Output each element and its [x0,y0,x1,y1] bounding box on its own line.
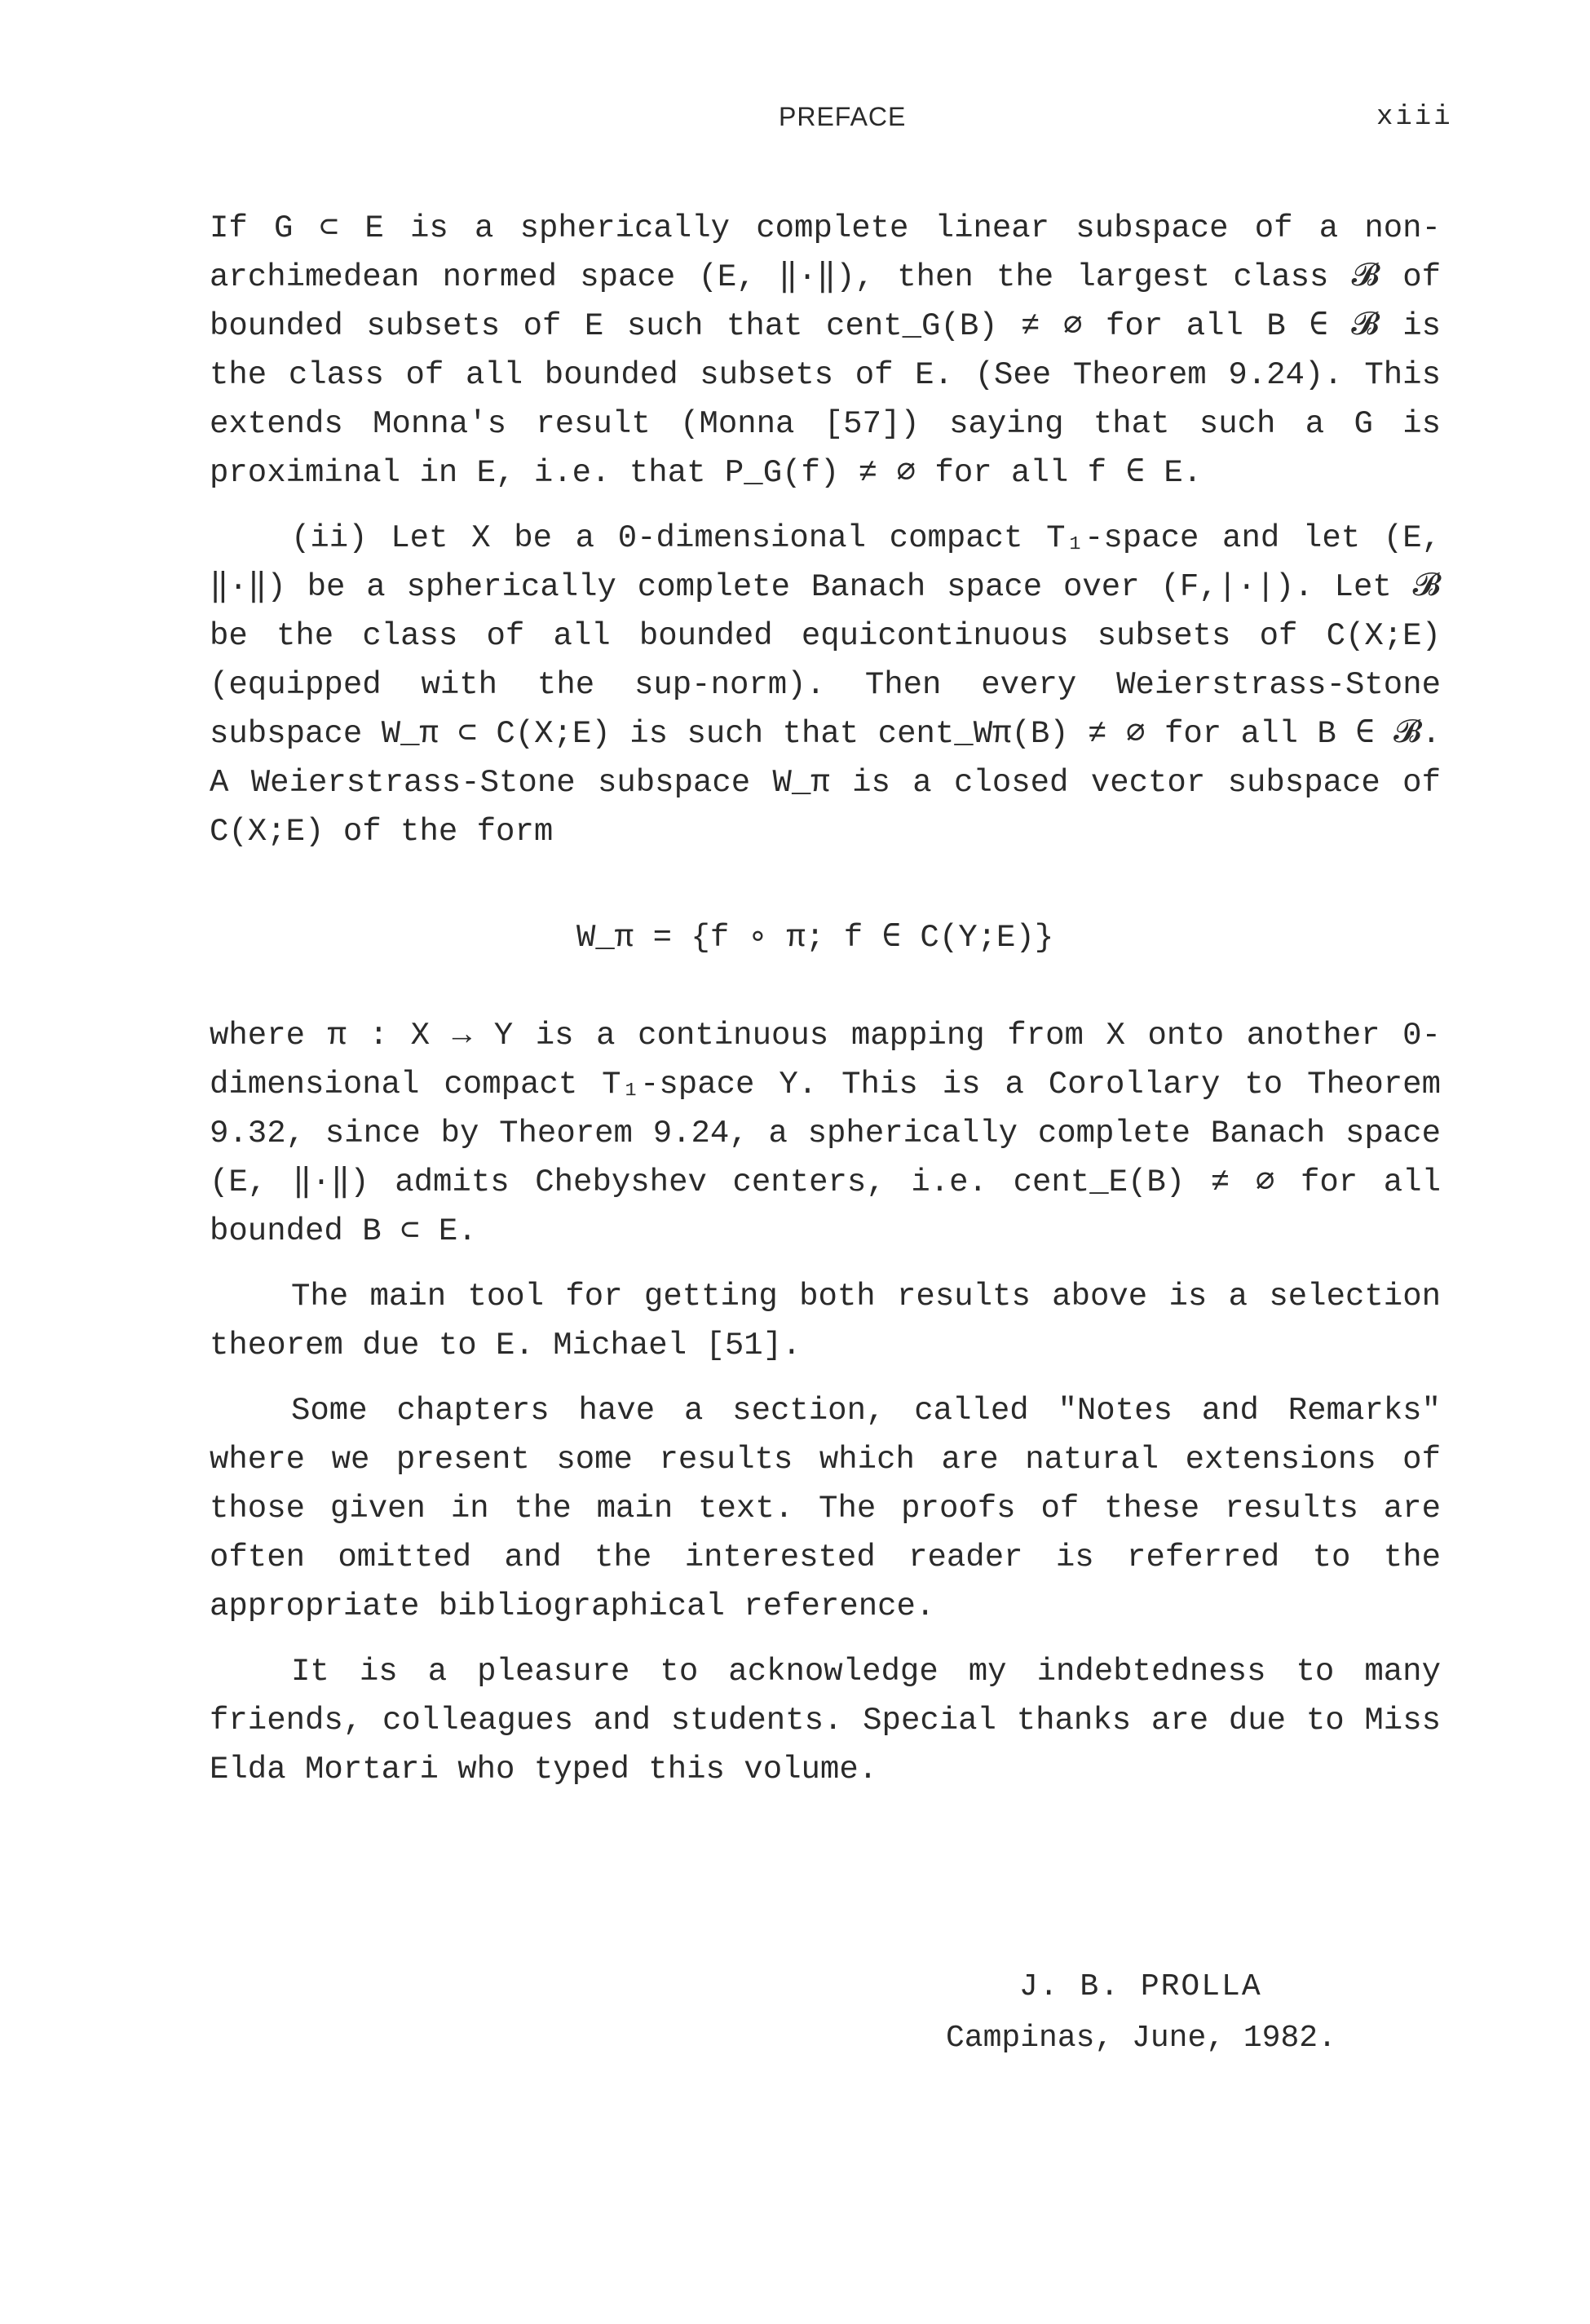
page-number: xiii [1376,102,1453,133]
running-head: PREFACE [779,102,907,131]
display-equation: W_π = {f ∘ π; f ∈ C(Y;E)} [576,920,1054,956]
place-date: Campinas, June, 1982. [946,2021,1336,2056]
preface-body [210,204,1441,1794]
author-name: J. B. PROLLA [1019,1969,1262,2004]
paragraph-1: If G ⊂ E is a spherically complete linear subspace of a non-archimedean normed space (E, ‖·‖), then the largest class 𝓑 of bounded subsets of E such that cent_G(B) ≠ ∅ for all B ∈ 𝓑 is the class of all bounded subsets of E. (See Theorem 9.24). This extends Monna's result (Monna [57]) saying that such a G is proximinal in E, i.e. that P_G(f) ≠ ∅ for all f ∈ E. [210,210,1441,491]
paragraph-4: The main tool for getting both results above is a selection theorem due to E. Michael [51]. [210,1279,1441,1363]
page-header [0,102,1590,143]
paragraph-6: It is a pleasure to acknowledge my indebtedness to many friends, colleagues and students. Special thanks are due to Miss Elda Mortari who typed this volume. [210,1654,1441,1787]
paragraph-5: Some chapters have a section, called "Notes and Remarks" where we present some results which are natural extensions of those given in the main text. The proofs of these results are often omitted and the interested reader is referred to the appropriate bibliographical reference. [210,1393,1441,1624]
paragraph-2: (ii) Let X be a 0-dimensional compact T₁-space and let (E, ‖·‖) be a spherically complete Banach space over (F,|·|). Let 𝓑 be the class of all bounded equicontinuous subsets of C(X;E) (equipped with the sup-norm). Then every Weierstrass-Stone subspace W_π ⊂ C(X;E) is such that cent_Wπ(B) ≠ ∅ for all B ∈ 𝓑. A Weierstrass-Stone subspace W_π is a closed vector subspace of C(X;E) of the form [210,520,1441,850]
paragraph-3: where π : X → Y is a continuous mapping from X onto another 0-dimensional compact T₁-space Y. This is a Corollary to Theorem 9.32, since by Theorem 9.24, a spherically complete Banach space (E, ‖·‖) admits Chebyshev centers, i.e. cent_E(B) ≠ ∅ for all bounded B ⊂ E. [210,1018,1441,1249]
signature-block [946,1961,1435,2064]
